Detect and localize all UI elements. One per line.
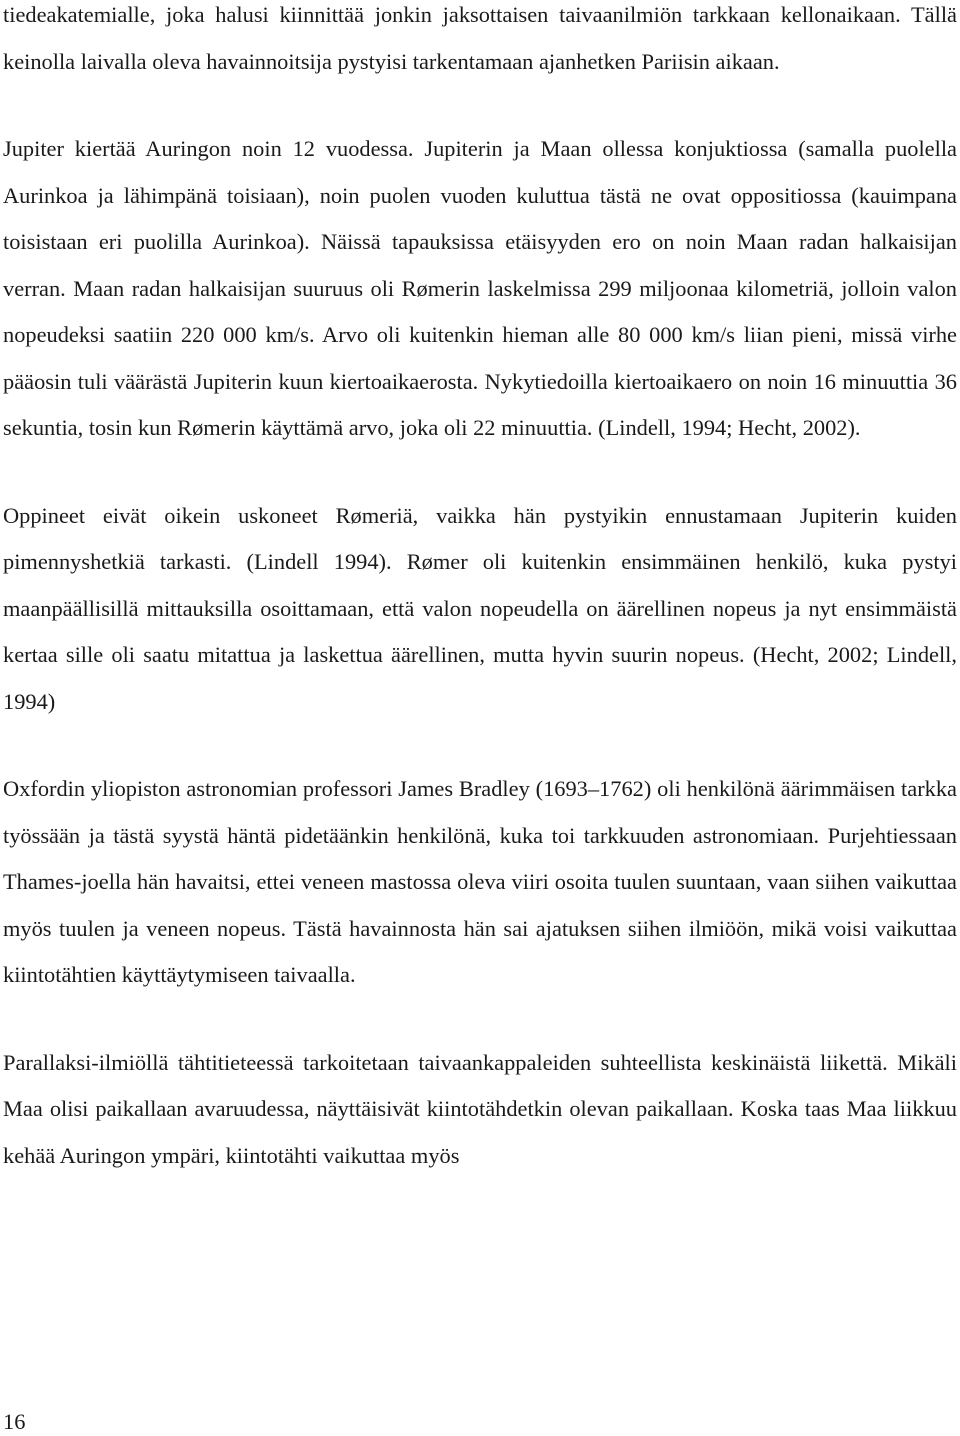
paragraph-2: Jupiter kiertää Auringon noin 12 vuodessa. Jupiterin ja Maan ollessa konjuktiossa (samalla puolella Aurinkoa ja lähimpänä toisiaan), noin puolen vuoden kuluttua tästä ne ovat oppositiossa (kauimpana toisistaan eri puolilla Aurinkoa). Näissä tapauksissa etäisyyden ero on noin Maan radan halkaisijan verran. Maan radan halkaisijan suuruus oli Rømerin laskelmissa 299 miljoonaa kilometriä, jolloin valon nopeudeksi saatiin 220 000 km/s. Arvo oli kuitenkin hieman alle 80 000 km/s liian pieni, missä virhe pääosin tuli väärästä Jupiterin kuun kiertoaikaerosta. Nykytiedoilla kiertoaikaero on noin 16 minuuttia 36 sekuntia, tosin kun Rømerin käyttämä arvo, joka oli 22 minuuttia. (Lindell, 1994; Hecht, 2002). [3,136,957,440]
paragraph-3: Oppineet eivät oikein uskoneet Rømeriä, vaikka hän pystyikin ennustamaan Jupiterin kuiden pimennyshetkiä tarkasti. (Lindell 1994). Rømer oli kuitenkin ensimmäinen henkilö, kuka pystyi maanpäällisillä mittauksilla osoittamaan, että valon nopeudella on äärellinen nopeus ja nyt ensimmäistä kertaa sille oli saatu mitattua ja laskettua äärellinen, mutta hyvin suurin nopeus. (Hecht, 2002; Lindell, 1994) [3,502,957,714]
paragraph-4: Oxfordin yliopiston astronomian professori James Bradley (1693–1762) oli henkilönä äärimmäisen tarkka työssään ja tästä syystä häntä pidetäänkin henkilönä, kuka toi tarkkuuden astronomiaan. Purjehtiessaan Thames-joella hän havaitsi, ettei veneen mastossa oleva viiri osoita tuulen suuntaan, vaan siihen vaikuttaa myös tuulen ja veneen nopeus. Tästä havainnosta hän sai ajatuksen siihen ilmiöön, mikä voisi vaikuttaa kiintotähtien käyttäytymiseen taivaalla. [3,776,957,987]
document-page [3,0,957,1179]
page-number: 16 [3,1409,26,1434]
paragraph-1: tiedeakatemialle, joka halusi kiinnittää jonkin jaksottaisen taivaanilmiön tarkkaan kellonaikaan. Tällä keinolla laivalla oleva havainnoitsija pystyisi tarkentamaan ajanhetken Pariisin aikaan. [3,2,957,74]
paragraph-5: Parallaksi-ilmiöllä tähtitieteessä tarkoitetaan taivaankappaleiden suhteellista keskinäistä liikettä. Mikäli Maa olisi paikallaan avaruudessa, näyttäisivät kiintotähdetkin olevan paikallaan. Koska taas Maa liikkuu kehää Auringon ympäri, kiintotähti vaikuttaa myös [3,1049,957,1168]
